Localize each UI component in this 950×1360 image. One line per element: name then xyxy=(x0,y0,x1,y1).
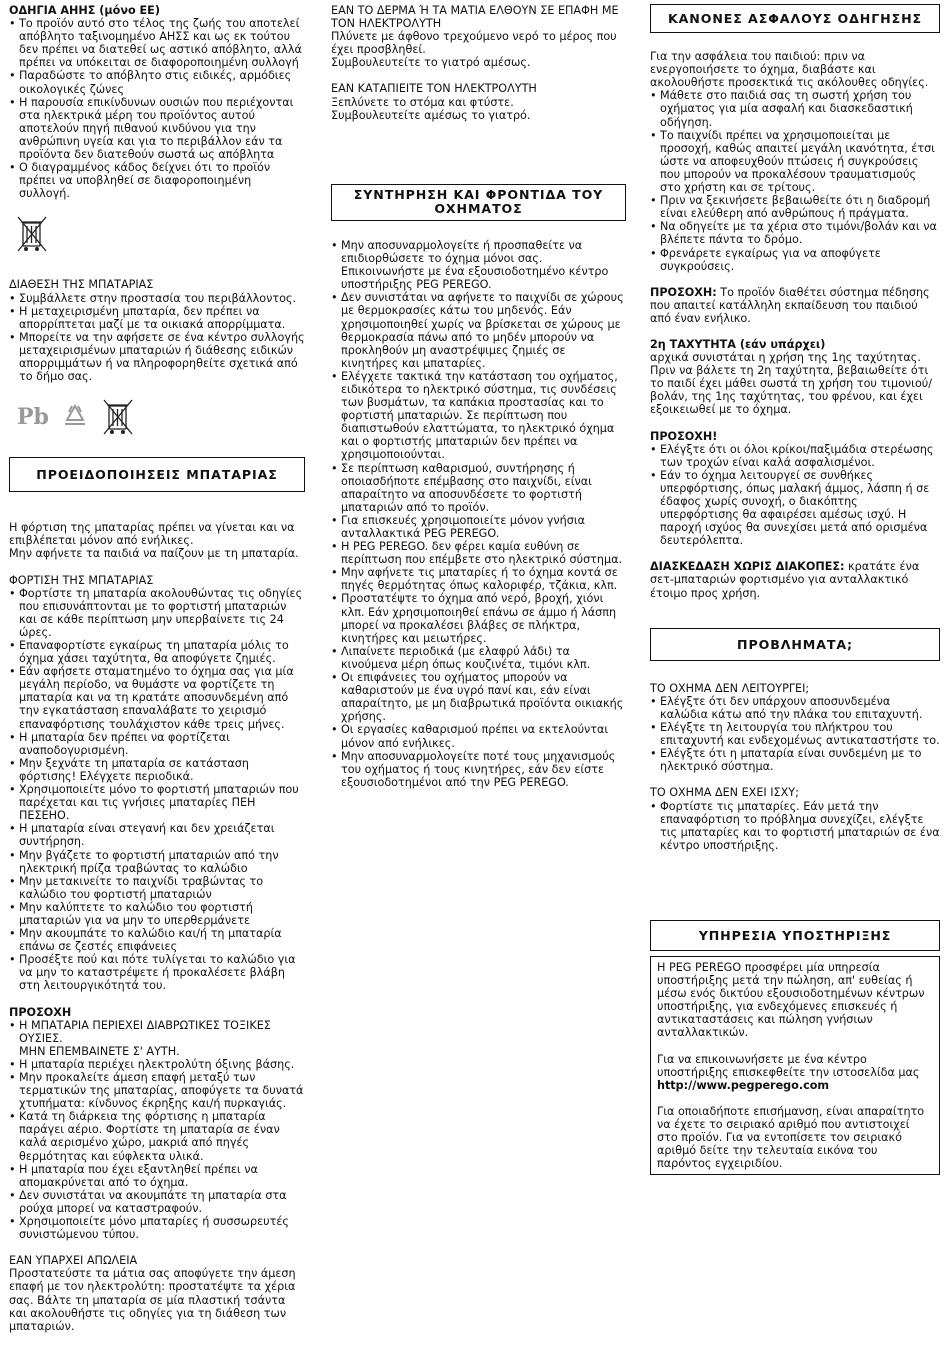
caution-line: • Η ΜΠΑΤΑΡΙΑ ΠΕΡΙΕΧΕΙ ΔΙΑΒΡΩΤΙΚΕΣ ΤΟΞΙΚΕΣ ΟΥΣΙΕΣ. xyxy=(19,1018,271,1045)
swallow-heading: ΕΑΝ ΚΑΤΑΠΙΕΙΤΕ ΤΟΝ ΗΛΕΚΤΡΟΛΥΤΗ xyxy=(331,82,537,96)
list-item: • Οι εργασίες καθαρισμού πρέπει να εκτελούνται μόνον από ενήλικες. xyxy=(331,723,626,749)
list-item: • Ο διαγραμμένος κάδος δείχνει ότι το προϊόν πρέπει να υποβληθεί σε διαφοροποιημένη συλλογή. xyxy=(9,161,305,200)
battery-warnings-box: ΠΡΟΕΙΔΟΠΟΙΗΣΕΙΣ ΜΠΑΤΑΡΙΑΣ xyxy=(9,457,305,492)
second-speed-line: αρχικά συνιστάται η χρήση της 1ης ταχύτητας. xyxy=(650,351,921,365)
weee-icon-row xyxy=(9,200,305,264)
second-speed-heading: 2η ΤΑΧΥΤΗΤΑ (εάν υπάρχει) xyxy=(650,337,826,351)
list-item: • Μην βγάζετε το φορτιστή μπαταριών από την ηλεκτρική πρίζα τραβώντας το καλώδιο xyxy=(9,849,305,875)
battery-icon-row xyxy=(9,383,305,441)
caution-list xyxy=(9,1019,305,1242)
list-item: • Η PEG PEREGO. δεν φέρει καμία ευθύνη σε περίπτωση που επέμβετε στο ηλεκτρικό σύστημα. xyxy=(331,540,626,566)
pb-label: Pb xyxy=(17,404,49,431)
list-item: • Σε περίπτωση καθαρισμού, συντήρησης ή οποιασδήποτε επέμβασης στο παιχνίδι, είναι απαραίτητο να αποσυνδέσετε το φορτιστή μπαταριών από το προϊόν. xyxy=(331,462,626,514)
column-1 xyxy=(9,4,305,1333)
list-item: • Ελέγξτε τη λειτουργία του πλήκτρου του επιταχυντή και ενδεχομένως αντικαταστήστε το. xyxy=(650,721,940,747)
list-item: • Μπορείτε να την αφήσετε σε ένα κέντρο συλλογής μεταχειρισμένων μπαταριών ή διάθεσης ειδικών απορριμμάτων ή να πληροφορηθείτε σχετικά από το δήμο σας. xyxy=(9,331,305,383)
list-item: • Η μπαταρία που έχει εξαντληθεί πρέπει να απομακρύνεται από το όχημα. xyxy=(9,1163,305,1189)
maintenance-box: ΣΥΝΤΗΡΗΣΗ ΚΑΙ ΦΡΟΝΤΙΔΑ ΤΟΥ ΟΧΗΜΑΤΟΣ xyxy=(331,184,626,221)
attention2-heading: ΠΡΟΣΟΧΗ! xyxy=(650,429,718,443)
intro-line: Μην αφήνετε τα παιδιά να παίζουν με τη μπαταρία. xyxy=(9,547,299,561)
skin-line: Συμβουλευτείτε το γιατρό αμέσως. xyxy=(331,56,531,70)
intro-line: Η φόρτιση της μπαταρίας πρέπει να γίνεται και να επιβλέπεται μόνον από ενήλικες. xyxy=(9,521,295,548)
list-item: • Δεν συνιστάται να ακουμπάτε τη μπαταρία στα ρούχα μπορεί να καταστραφούν. xyxy=(9,1189,305,1215)
list-item: • Η μπαταρία είναι στεγανή και δεν χρειάζεται συντήρηση. xyxy=(9,822,305,848)
charging-list xyxy=(9,587,305,993)
list-item: • Κατά τη διάρκεια της φόρτισης η μπαταρία παράγει αέριο. Φορτίστε τη μπαταρία σε έναν καλά αερισμένο χώρο, μακριά από πηγές θερμότητας και εύφλεκτα υλικά. xyxy=(9,1110,305,1162)
list-item: • Μην προκαλείτε άμεση επαφή μεταξύ των τερματικών της μπαταρίας, αποφύγετε τα δυνατά χτυπήματα: κίνδυνος έκρηξης και/ή πυρκαγιάς. xyxy=(9,1071,305,1110)
swallow-line: Ξεπλύνετε το στόμα και φτύστε. xyxy=(331,95,514,109)
list-item: • Η παρουσία επικίνδυνων ουσιών που περιέχονται στα ηλεκτρικά μέρη του προϊόντος αυτού αποτελούν πηγή πιθανού κινδύνου για την ανθρώπινη υγεία και για το περιβάλλον εάν τα προϊόντα δεν διατεθούν σωστά ως απόβλητα xyxy=(9,96,305,161)
service-panel xyxy=(650,956,940,1175)
list-item: • Μάθετε στο παιδιά σας τη σωστή χρήση του οχήματος για μία ασφαλή και διασκεδαστική οδήγηση. xyxy=(650,89,940,128)
list-item: • Φορτίστε τις μπαταρίες. Εάν μετά την επαναφόρτιση το πρόβλημα συνεχίζει, ελέγξτε τις μπαταρίες και το φορτιστή μπαταριών σε ένα κέντρο υποστήριξης. xyxy=(650,800,940,852)
list-item: • Λιπαίνετε περιοδικά (με ελαφρύ λάδι) τα κινούμενα μέρη όπως κουζινέτα, τιμόνι κλπ. xyxy=(331,645,626,671)
list-item: • Ελέγξτε ότι η μπαταρία είναι συνδεμένη με το ηλεκτρικό σύστημα. xyxy=(650,747,940,773)
list-item: • Χρησιμοποιείτε μόνο μπαταρίες ή συσσωρευτές συνιστώμενου τύπου. xyxy=(9,1215,305,1241)
list-item: • Η μπαταρία δεν πρέπει να φορτίζεται αναποδογυρισμένη. xyxy=(9,731,305,757)
list-item: • Μην μετακινείτε το παιχνίδι τραβώντας το καλώδιο του φορτιστή μπαταριών xyxy=(9,875,305,901)
list-item: • Εάν το όχημα λειτουργεί σε συνθήκες υπερφόρτισης, όπως μαλακή άμμος, λάσπη ή σε έδαφος χωρίς συνοχή, ο διακόπτης υπερφόρτισης θα αφαιρέσει αμέσως ισχύ. Η παροχή ισχύος θα συνεχίσει μετά από ορισμένα δευτερόλεπτα. xyxy=(650,469,940,548)
leak-text: Προστατεύστε τα μάτια σας αποφύγετε την άμεση επαφή με τον ηλεκτρολύτη: προστατέψτε τα χέρια σας. Βάλτε τη μπαταρία σε μία πλαστική τσάντα και ακολουθήστε τις οδηγίες για τη διάθεση των μπαταριών. xyxy=(9,1267,296,1333)
second-speed-line: Πριν να βάλετε τη 2η ταχύτητα, βεβαιωθείτε ότι το παιδί έχει μάθει σωστά τη χρήση του τιμονιού/βολάν, της 1ης ταχύτητας, του φρένου, και έχει εξοικειωθεί με το όχημα. xyxy=(650,364,933,417)
list-item: • Μην καλύπτετε το καλώδιο του φορτιστή μπαταριών για να μην το υπερθερμάνετε xyxy=(9,901,305,927)
list-item: • Επαναφορτίστε εγκαίρως τη μπαταρία μόλις το όχημα χάσει ταχύτητα, θα αποφύγετε ζημιές. xyxy=(9,639,305,665)
caution-heading: ΠΡΟΣΟΧΗ xyxy=(9,1005,72,1019)
not-working-heading: ΤΟ ΟΧΗΜΑ ΔΕΝ ΛΕΙΤΟΥΡΓΕΙ; xyxy=(650,681,810,695)
battery-intro xyxy=(9,521,305,560)
list-item: • Παραδώστε το απόβλητο στις ειδικές, αρμόδιες οικολογικές ζώνες xyxy=(9,69,305,95)
service-paragraph: Η PEG PEREGO προσφέρει μία υπηρεσία υποστήριξης μετά την πώληση, απ' ευθείας ή μέσω ενός δικτύου εξουσιοδοτημένων κέντρων υποστήριξης, για ενδεχόμενες επισκευές ή αντικαταστάσεις και πώληση γνήσιων ανταλλακτικών. xyxy=(657,960,925,1040)
list-item: • Ελέγξτε ότι οι όλοι κρίκοι/παξιμάδια στερέωσης των τροχών είναι καλά ασφαλισμένοι. xyxy=(650,443,940,469)
list-item: • Προσέξτε πού και πότε τυλίγεται το καλώδιο για να μην το καταστρέψετε ή προκαλέσετε βλάβη στη λειτουργικότητά του. xyxy=(9,953,305,992)
fun-text: κρατάτε ένα σετ-μπαταριών φορτισμένο για ανταλλακτικό έτοιμο προς χρήση. xyxy=(650,560,920,600)
list-item: • Ελέγχετε τακτικά την κατάσταση του οχήματος, ειδικότερα το ηλεκτρικό σύστημα, τις συνδέσεις των βυσμάτων, τα καπάκια προστασίας και το φορτιστή μπαταριών. Σε περίπτωση που διαπιστωθούν ελαττώματα, το ηλεκτρικό όχημα και ο φορτιστής μπαταριών δεν πρέπει να χρησιμοποιούνται. xyxy=(331,370,626,462)
attention2-list xyxy=(650,443,940,548)
crossed-bin-icon xyxy=(15,214,49,257)
weee-list xyxy=(9,17,305,200)
service-paragraph: Για οποιαδήποτε επισήμανση, είναι απαραίτητο να έχετε το σειριακό αριθμό που αντιστοιχεί στο προϊόν. Για να εντοπίσετε τον σειριακό αριθμό δείτε την τελευταία εικόνα του παρόντος εγχειριδίου. xyxy=(657,1104,925,1171)
battery-disposal-list xyxy=(9,292,305,384)
list-item: • Το παιχνίδι πρέπει να χρησιμοποιείται με προσοχή, καθώς απαιτεί μεγάλη ικανότητα, έτσι ώστε να αποφευχθούν πτώσεις ή συγκρούσεις που μπορούν να προκαλέσουν τραυματισμούς στο χρήστη και σε τρίτους. xyxy=(650,129,940,194)
list-item: • Φορτίστε τη μπαταρία ακολουθώντας τις οδηγίες που επισυνάπτονται με το φορτιστή μπαταριών και σε κάθε περίπτωση μην υπερβαίνετε τις 24 ώρες. xyxy=(9,587,305,639)
problems-box: ΠΡΟΒΛΗΜΑΤΑ; xyxy=(650,628,940,661)
list-item: • Οι επιφάνειες του οχήματος μπορούν να καθαριστούν με ένα υγρό πανί και, εάν είναι απαραίτητο, με μη διαβρωτικά προϊόντα οικιακής χρήσης. xyxy=(331,671,626,723)
list-item: • Μην ακουμπάτε το καλώδιο και/ή τη μπαταρία επάνω σε ζεστές επιφάνειες xyxy=(9,927,305,953)
attention-text: Το προϊόν διαθέτει σύστημα πέδησης που απαιτεί κατάλληλη εκπαίδευση του παιδιού από έναν ενήλικο. xyxy=(650,285,930,325)
list-item: • Το προϊόν αυτό στο τέλος της ζωής του αποτελεί απόβλητο ταξινομημένο ΑΗΣΣ και ως εκ τούτου δεν πρέπει να διατεθεί ως αστικό απόβλητο, αλλά πρέπει να υπόκειται σε διαφοροποιημένη συλλογή xyxy=(9,17,305,69)
list-item: • Μην ξεχνάτε τη μπαταρία σε κατάσταση φόρτισης! Ελέγχετε περιοδικά. xyxy=(9,757,305,783)
website-link[interactable]: http://www.pegperego.com xyxy=(657,1078,830,1092)
swallow-line: Συμβουλευτείτε αμέσως το γιατρό. xyxy=(331,108,531,122)
list-item: • Ελέγξτε ότι δεν υπάρχουν αποσυνδεμένα καλώδια κάτω από την πλάκα του επιταχυντή. xyxy=(650,695,940,721)
list-item: • Η μεταχειρισμένη μπαταρία, δεν πρέπει να απορρίπτεται μαζί με τα οικιακά απορρίμματα. xyxy=(9,305,305,331)
list-item: • Εάν αφήσετε σταματημένο το όχημα σας για μία μεγάλη περίοδο, να θυμάστε να φορτίζετε τη μπαταρία και να τη κρατάτε αποσυνδεμένη από την εγκατάσταση επαναλάβατε το χειρισμό επαναφόρτισης τουλάχιστον κάθε τρεις μήνες. xyxy=(9,665,305,730)
fun-label: ΔΙΑΣΚΕΔΑΣΗ ΧΩΡΙΣ ΔΙΑΚΟΠΕΣ: xyxy=(650,560,845,574)
safe-driving-box: ΚΑΝΟΝΕΣ ΑΣΦΑΛΟΥΣ ΟΔΗΓΗΣΗΣ xyxy=(650,4,940,33)
list-item: • Να οδηγείτε με τα χέρια στο τιμόνι/βολάν και να βλέπετε πάντα το δρόμο. xyxy=(650,220,940,246)
not-working-list xyxy=(650,695,940,774)
attention-label: ΠΡΟΣΟΧΗ: xyxy=(650,285,717,299)
service-box: ΥΠΗΡΕΣΙΑ ΥΠΟΣΤΗΡΙΞΗΣ xyxy=(650,920,940,951)
column-2 xyxy=(331,4,626,789)
safety-list xyxy=(650,89,940,272)
charging-heading: ΦΟΡΤΙΣΗ ΤΗΣ ΜΠΑΤΑΡΙΑΣ xyxy=(9,573,154,587)
attention-note xyxy=(650,286,940,325)
crossed-bin-icon xyxy=(101,397,135,440)
service-paragraph: Για να επικοινωνήσετε με ένα κέντρο υποστήριξης επισκεφθείτε την ιστοσελίδα μας xyxy=(657,1052,920,1079)
list-item: • Δεν συνιστάται να αφήνετε το παιχνίδι σε χώρους με θερμοκρασίες κάτω του μηδενός. Εάν χρησιμοποιηθεί χωρίς να βρίσκεται σε χώρους με θερμοκρασία πάνω από το μηδέν μπορούν να προκληθούν μη αναστρέψιμες ζημιές σε κινητήρες και μπαταρίες. xyxy=(331,291,626,370)
list-item: • Μην αποσυναρμολογείτε ποτέ τους μηχανισμούς του οχήματος ή τους κινητήρες, εάν δεν είστε εξουσιοδοτημένοι από την PEG PEREGO. xyxy=(331,750,626,789)
non-stop-fun-note xyxy=(650,560,940,599)
recycle-icon xyxy=(59,402,91,435)
list-item: • Μην αποσυναρμολογείτε ή προσπαθείτε να επιδιορθώσετε το όχημα μόνοι σας. Επικοινωνήστε με ένα εξουσιοδοτημένο κέντρο υποστήριξης PEG PEREGO. xyxy=(331,239,626,291)
list-item: • Μην αφήνετε τις μπαταρίες ή το όχημα κοντά σε πηγές θερμότητας όπως καλοριφέρ, τζάκια, κλπ. xyxy=(331,566,626,592)
battery-disposal-heading: ΔΙΑΘΕΣΗ ΤΗΣ ΜΠΑΤΑΡΙΑΣ xyxy=(9,278,154,292)
caution-line: ΜΗΝ ΕΠΕΜΒΑΙΝΕΤΕ Σ' ΑΥΤΗ. xyxy=(19,1044,180,1058)
skin-heading: ΕΑΝ ΤΟ ΔΕΡΜΑ Ή ΤΑ ΜΑΤΙΑ ΕΛΘΟΥΝ ΣΕ ΕΠΑΦΗ ΜΕ ΤΟΝ ΗΛΕΚΤΡΟΛΥΤΗ xyxy=(331,4,619,31)
list-item: • Πριν να ξεκινήσετε βεβαιωθείτε ότι η διαδρομή είναι ελεύθερη από ανθρώπους ή πράγματα. xyxy=(650,194,940,220)
no-power-list xyxy=(650,800,940,852)
list-item: • Προστατέψτε το όχημα από νερό, βροχή, χιόνι κλπ. Εάν χρησιμοποιηθεί επάνω σε άμμο ή λάσπη μπορεί να προκαλέσει βλάβες σε πλήκτρα, κινητήρες και μειωτήρες. xyxy=(331,592,626,644)
skin-line: Πλύνετε με άφθονο τρεχούμενο νερό το μέρος που έχει προσβληθεί. xyxy=(331,30,617,57)
list-item: • Φρενάρετε εγκαίρως για να αποφύγετε συγκρούσεις. xyxy=(650,247,940,273)
leak-heading: ΕΑΝ ΥΠΑΡΧΕΙ ΑΠΩΛΕΙΑ xyxy=(9,1254,138,1268)
safety-intro: Για την ασφάλεια του παιδιού: πριν να ενεργοποιήσετε το όχημα, διαβάστε και ακολουθήστε προσεκτικά τις ακόλουθες οδηγίες. xyxy=(650,50,929,90)
column-3 xyxy=(650,4,940,1175)
list-item: • Η μπαταρία περιέχει ηλεκτρολύτη όξινης βάσης. xyxy=(9,1058,305,1071)
weee-heading: ΟΔΗΓΙΑ ΑΗΗΣ (μόνο ΕΕ) xyxy=(9,4,160,17)
list-item: • Συμβάλλετε στην προστασία του περιβάλλοντος. xyxy=(9,292,305,305)
list-item xyxy=(9,1019,305,1058)
list-item: • Για επισκευές χρησιμοποιείτε μόνον γνήσια ανταλλακτικά PEG PEREGO. xyxy=(331,514,626,540)
list-item: • Χρησιμοποιείτε μόνο το φορτιστή μπαταριών που παρέχεται και τις γνήσιες μπαταρίες ΠΕΗ ΠΕΣΕΗΟ. xyxy=(9,783,305,822)
no-power-heading: ΤΟ ΟΧΗΜΑ ΔΕΝ ΕΧΕΙ ΙΣΧΥ; xyxy=(650,786,799,800)
maintenance-list xyxy=(331,239,626,789)
